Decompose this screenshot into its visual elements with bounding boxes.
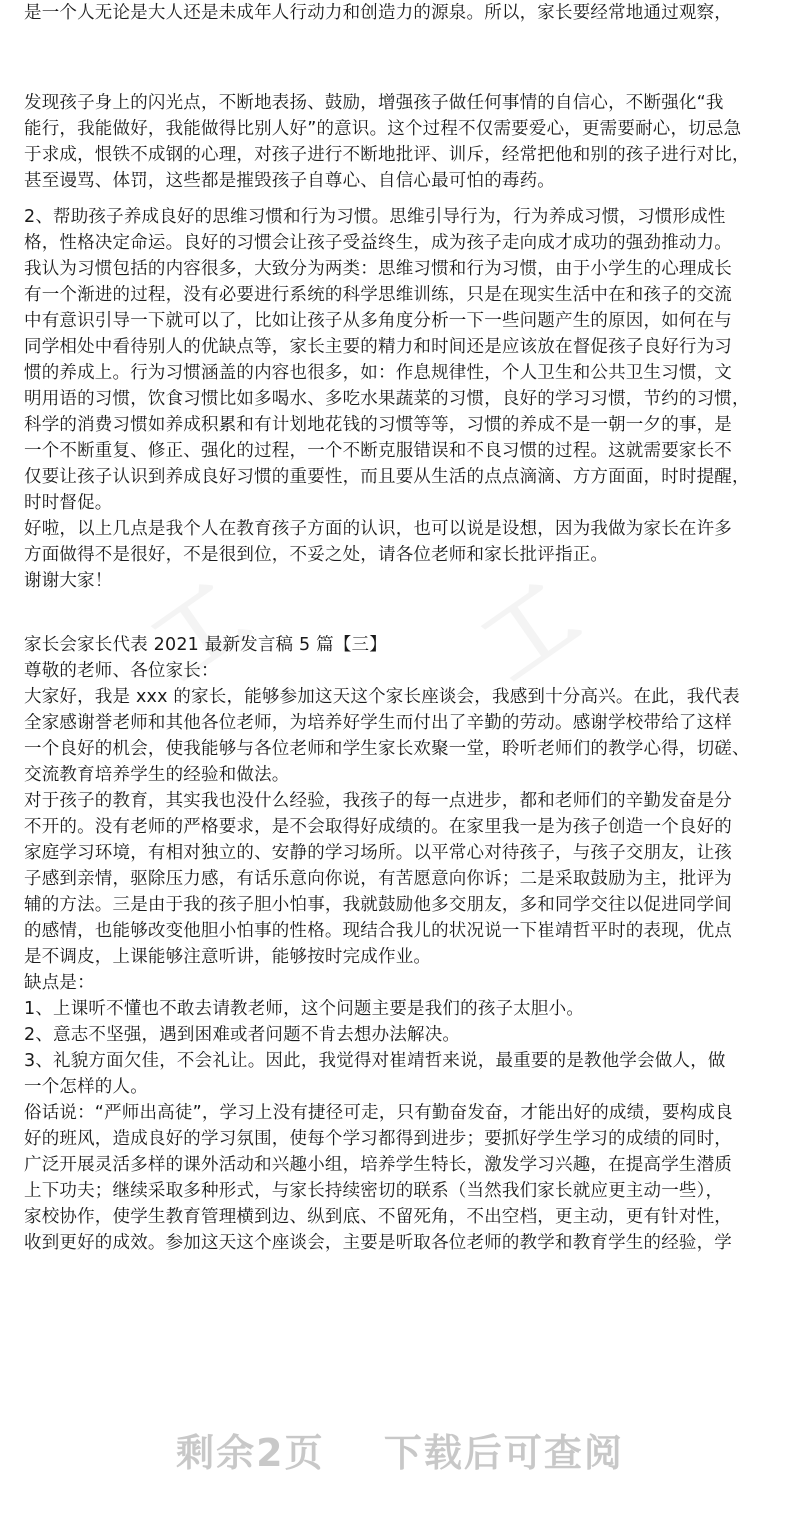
text-line: 尊敬的老师、各位家长： [24,661,219,681]
text-line: 甚至谩骂、体罚，这些都是摧毁孩子自尊心、自信心最可怕的毒药。 [24,171,555,191]
text-line: 2、意志不坚强，遇到困难或者问题不肯去想办法解决。 [24,1025,461,1045]
text-line: 惯的养成上。行为习惯涵盖的内容也很多，如：作息规律性，个人卫生和公共卫生习惯，文 [24,363,732,383]
text-line: 辅的方法。三是由于我的孩子胆小怕事，我就鼓励他多交朋友，多和同学交往以促进同学间 [24,895,732,915]
text-line: 1、上课听不懂也不敢去请教老师，这个问题主要是我们的孩子太胆小。 [24,999,585,1019]
text-line: 有一个渐进的过程，没有必要进行系统的科学思维训练，只是在现实生活中在和孩子的交流 [24,285,732,305]
text-line: 缺点是： [24,973,95,993]
text-line: 于求成，恨铁不成钢的心理，对孩子进行不断地批评、训斥，经常把他和别的孩子进行对比， [24,145,750,165]
text-line: 俗话说：“严师出高徒”，学习上没有捷径可走，只有勤奋发奋，才能出好的成绩，要构成良 [24,1103,733,1123]
text-line: 家校协作，使学生教育管理横到边、纵到底、不留死角，不出空档，更主动，更有针对性， [24,1207,732,1227]
text-line: 一个怎样的人。 [24,1077,148,1097]
text-line: 同学相处中看待别人的优缺点等，家长主要的精力和时间还是应该放在督促孩子良好行为习 [24,337,732,357]
text-line: 谢谢大家！ [24,571,113,591]
text-line: 不开的。没有老师的严格要求，是不会取得好成绩的。在家里我一是为孩子创造一个良好的 [24,817,732,837]
text-line: 时时督促。 [24,493,113,513]
remaining-pages-label: 剩余2页 [176,1431,325,1475]
text-line: 家庭学习环境，有相对独立的、安静的学习场所。以平常心对待孩子，与孩子交朋友，让孩 [24,843,732,863]
section-heading: 家长会家长代表 2021 最新发言稿 5 篇【三】 [24,635,387,655]
text-line: 全家感谢誉老师和其他各位老师，为培养好学生而付出了辛勤的劳动。感谢学校带给了这样 [24,713,732,733]
text-line: 中有意识引导一下就可以了，比如让孩子从多角度分析一下一些问题产生的原因，如何在与 [24,311,732,331]
text-line: 上下功夫；继续采取多种形式，与家长持续密切的联系（当然我们家长就应更主动一些）， [24,1181,724,1201]
text-line: 是不调皮，上课能够注意听讲，能够按时完成作业。 [24,947,432,967]
text-line: 3、礼貌方面欠佳，不会礼让。因此，我觉得对崔靖哲来说，最重要的是教他学会做人，做 [24,1051,726,1071]
text-line: 仅要让孩子认识到养成良好习惯的重要性，而且要从生活的点点滴滴、方方面面，时时提醒， [24,467,750,487]
text-line: 明用语的习惯，饮食习惯比如多喝水、多吃水果蔬菜的习惯，良好的学习习惯，节约的习惯， [24,389,750,409]
text-line: 是一个人无论是大人还是未成年人行动力和创造力的源泉。所以，家长要经常地通过观察， [24,3,732,23]
text-line: 科学的消费习惯如养成积累和有计划地花钱的习惯等等，习惯的养成不是一朝一夕的事，是 [24,415,732,435]
text-line: 发现孩子身上的闪光点，不断地表扬、鼓励，增强孩子做任何事情的自信心，不断强化“我 [24,93,724,113]
download-to-view-label: 下载后可查阅 [383,1431,624,1475]
text-line: 对于孩子的教育，其实我也没什么经验，我孩子的每一点进步，都和老师们的辛勤发奋是分 [24,791,732,811]
text-line: 交流教育培养学生的经验和做法。 [24,765,290,785]
text-line: 好啦，以上几点是我个人在教育孩子方面的认识，也可以说是设想，因为我做为家长在许多 [24,519,732,539]
text-line: 一个不断重复、修正、强化的过程，一个不断克服错误和不良习惯的过程。这就需要家长不 [24,441,732,461]
text-line: 的感情，也能够改变他胆小怕事的性格。现结合我儿的状况说一下崔靖哲平时的表现，优点 [24,921,732,941]
download-prompt-banner[interactable] [0,1422,800,1482]
text-line: 收到更好的成效。参加这天这个座谈会，主要是听取各位老师的教学和教育学生的经验，学 [24,1233,732,1253]
text-line: 2、帮助孩子养成良好的思维习惯和行为习惯。思维引导行为，行为养成习惯，习惯形成性 [24,207,726,227]
text-line: 大家好，我是 xxx 的家长，能够参加这天这个家长座谈会，我感到十分高兴。在此，我代表 [24,687,740,707]
text-line: 好的班风，造成良好的学习氛围，使每个学习都得到进步；要抓好学生学习的成绩的同时， [24,1129,732,1149]
text-line: 一个良好的机会，使我能够与各位老师和学生家长欢聚一堂，聆听老师们的教学心得，切磋、 [24,739,750,759]
text-line: 格，性格决定命运。良好的习惯会让孩子受益终生，成为孩子走向成才成功的强劲推动力。 [24,233,732,253]
text-line: 我认为习惯包括的内容很多，大致分为两类：思维习惯和行为习惯，由于小学生的心理成长 [24,259,732,279]
text-line: 能行，我能做好，我能做得比别人好”的意识。这个过程不仅需要爱心，更需要耐心，切忌急 [24,119,742,139]
text-line: 方面做得不是很好，不是很到位，不妥之处，请各位老师和家长批评指正。 [24,545,609,565]
text-line: 子感到亲情，驱除压力感，有话乐意向你说，有苦愿意向你诉；二是采取鼓励为主，批评为 [24,869,732,889]
text-line: 广泛开展灵活多样的课外活动和兴趣小组，培养学生特长，激发学习兴趣，在提高学生潜质 [24,1155,732,1175]
